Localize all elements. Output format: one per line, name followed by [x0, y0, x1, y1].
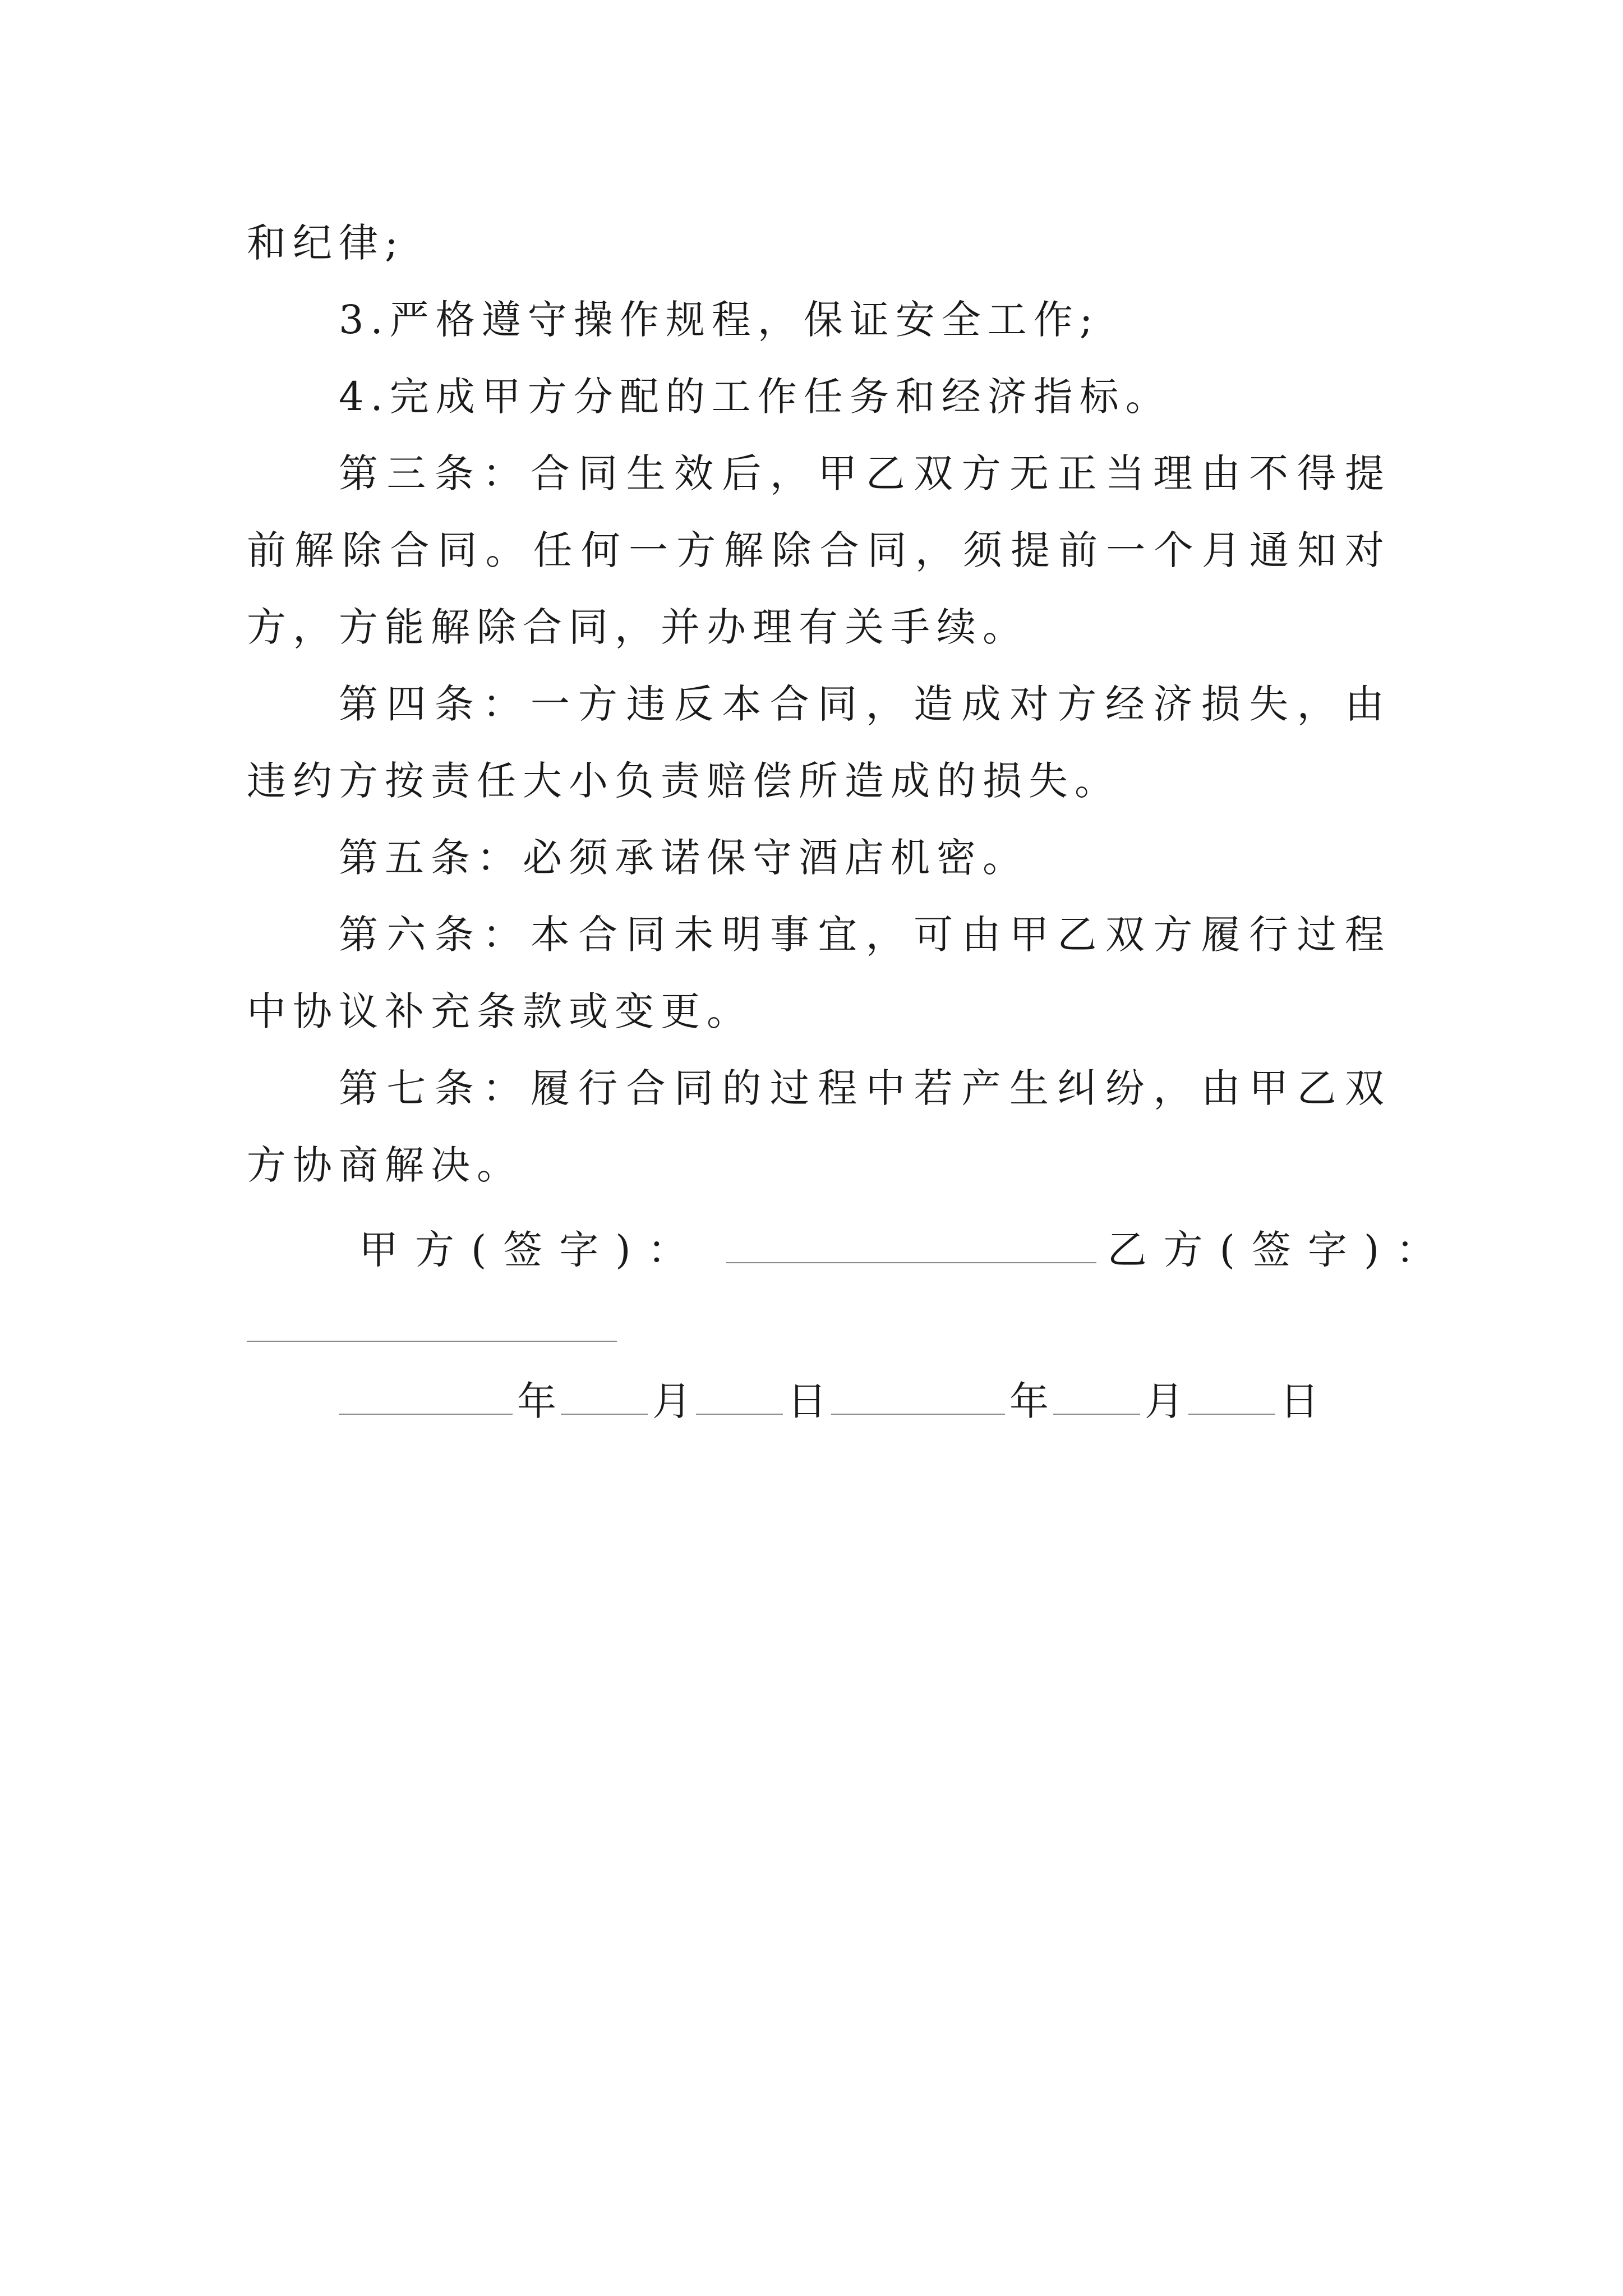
party-b-day-blank[interactable]: [1188, 1381, 1275, 1415]
party-b-year-blank[interactable]: [831, 1381, 1005, 1415]
clause-paragraph: 和纪律;: [247, 220, 405, 266]
clause-paragraph: 4.完成甲方分配的工作任务和经济指标。: [339, 374, 1172, 420]
party-b-signature-label: 乙方(签字)：: [1107, 1227, 1453, 1273]
party-a-month-blank[interactable]: [561, 1381, 648, 1415]
clause-paragraph: 第四条：一方违反本合同，造成对方经济损失，由违约方按责任大小负责赔偿所造成的损失。: [247, 681, 1391, 804]
signature-continuation-row: [247, 1290, 1391, 1367]
clause-paragraph: 第三条：合同生效后，甲乙双方无正当理由不得提前解除合同。任何一方解除合同，须提前一个月通知对方，方能解除合同，并办理有关手续。: [247, 450, 1391, 650]
day-label: 日: [787, 1378, 827, 1424]
day-label: 日: [1280, 1378, 1319, 1424]
clause-paragraph: 第六条：本合同未明事宜，可由甲乙双方履行过程中协议补充条款或变更。: [247, 912, 1391, 1034]
party-a-signature-label: 甲方(签字)：: [359, 1227, 704, 1273]
party-a-year-blank[interactable]: [339, 1381, 513, 1415]
month-label: 月: [1145, 1378, 1184, 1424]
clause-paragraph: 第七条：履行合同的过程中若产生纠纷，由甲乙双方协商解决。: [247, 1065, 1391, 1188]
party-a-day-blank[interactable]: [696, 1381, 783, 1415]
date-row: [247, 1363, 1391, 1440]
party-b-month-blank[interactable]: [1053, 1381, 1140, 1415]
party-b-signature-blank[interactable]: [247, 1308, 617, 1342]
month-label: 月: [652, 1378, 691, 1424]
contract-body: [247, 205, 1391, 1204]
year-label: 年: [517, 1378, 556, 1424]
clause-paragraph: 第五条：必须承诺保守酒店机密。: [339, 835, 1029, 881]
year-label: 年: [1009, 1378, 1049, 1424]
party-a-signature-blank[interactable]: [726, 1230, 1096, 1263]
signature-row: [247, 1212, 1453, 1289]
clause-paragraph: 3.严格遵守操作规程，保证安全工作;: [339, 297, 1100, 343]
